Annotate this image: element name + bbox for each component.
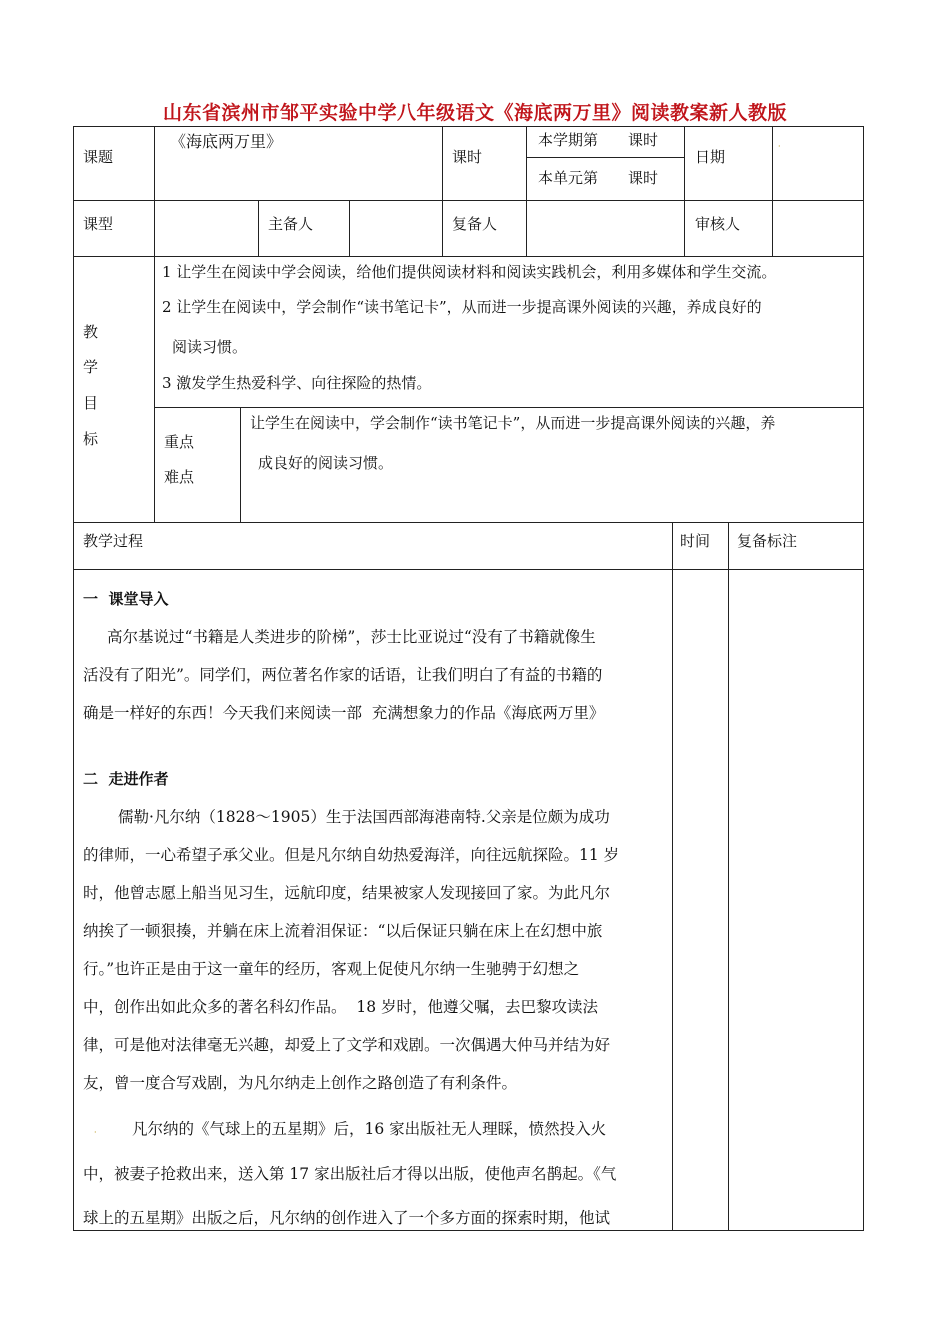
process-label: 教学过程 [83, 532, 144, 550]
co-preparer-label: 复备人 [452, 215, 498, 233]
date-label: 日期 [695, 148, 726, 166]
document-title: 山东省滨州市邹平实验中学八年级语文《海底两万里》阅读教案新人教版 [162, 102, 787, 124]
main-preparer-label: 主备人 [268, 215, 314, 233]
section-author-title: 二 走进作者 [83, 770, 169, 788]
unit-period: 本单元第 课时 [538, 169, 659, 187]
topic-value: 《海底两万里》 [170, 132, 283, 151]
note-label: 复备标注 [737, 532, 798, 550]
reviewer-label: 审核人 [695, 215, 741, 233]
period-label: 课时 [452, 148, 483, 166]
difficulty-label: 难点 [164, 468, 195, 486]
topic-label: 课题 [83, 148, 114, 166]
scan-dot: · [94, 1128, 97, 1137]
key-point-label: 重点 [164, 433, 195, 451]
section-intro-title: 一 课堂导入 [83, 590, 169, 608]
lesson-type-label: 课型 [83, 215, 114, 233]
time-label: 时间 [680, 532, 711, 550]
scan-dot: · [778, 142, 781, 151]
term-period: 本学期第 课时 [538, 131, 659, 149]
